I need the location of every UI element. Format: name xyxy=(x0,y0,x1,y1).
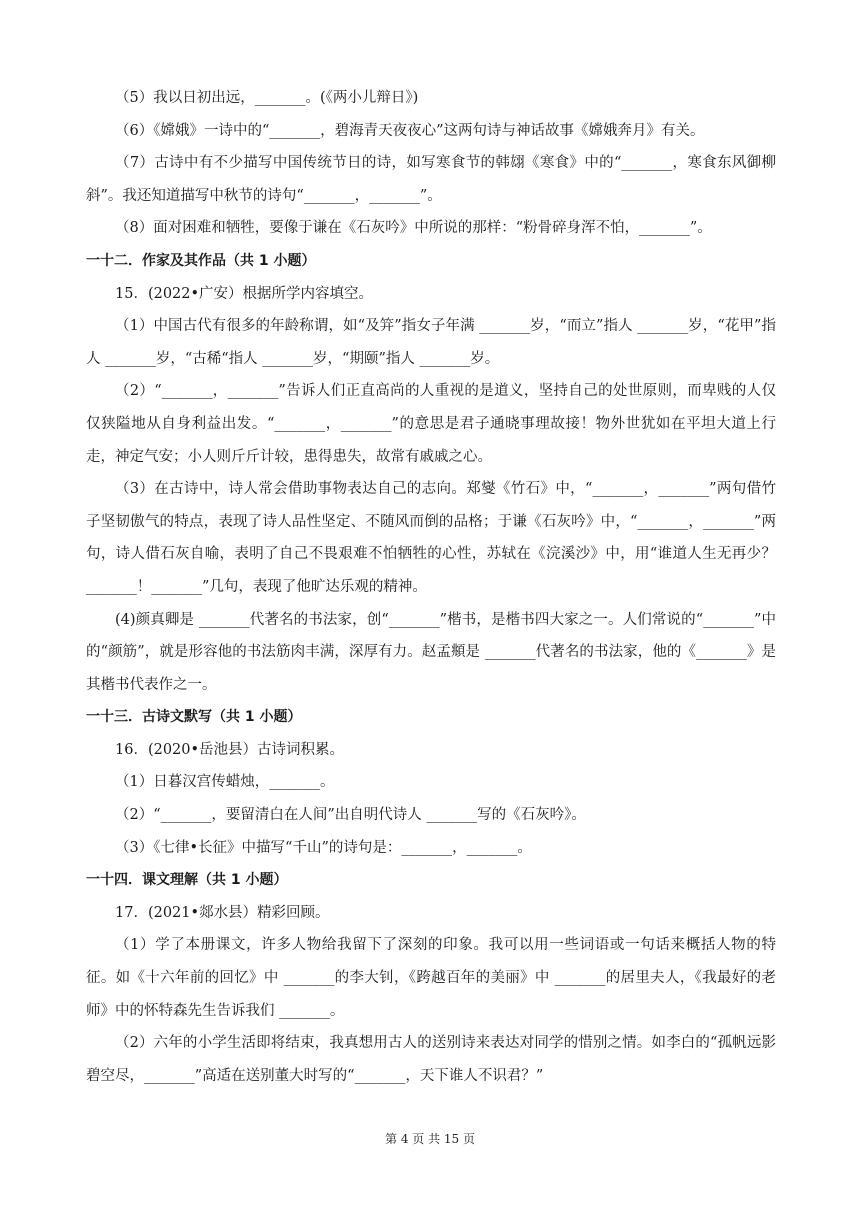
item-6: （6）《嫦娥》一诗中的“_______，碧海青天夜夜心”这两句诗与神话故事《嫦娥奔月》有关。 xyxy=(115,122,705,139)
item-5: （5）我以日初出远，_______。(《两小儿辩日》) xyxy=(115,90,419,106)
q17-part-2: （2）六年的小学生活即将结束，我真想用古人的送别诗来表达对同学的惜别之情。如李白的“孤帆远影碧空尽，_______”高适在送别董大时写的“_______，天下谁人不识君？” xyxy=(86,1035,776,1084)
section-heading-12: 一十二．作家及其作品（共 1 小题） xyxy=(86,252,316,269)
section-heading-13: 一十三．古诗文默写（共 1 小题） xyxy=(86,709,302,726)
section-heading-14: 一十四．课文理解（共 1 小题） xyxy=(86,872,288,889)
q15-part-2: （2）“_______，_______”告诉人们正直高尚的人重视的是道义，坚持自己的处世原则，而卑贱的人仅仅狭隘地从自身利益出发。“_______，_______”的意思是君子通晓事理故接！物外世犹如在平坦大道上行走，神定气安；小人则斤斤计较，患得患失，故常有戚戚之心。 xyxy=(86,383,776,465)
question-16: 16．(2020•岳池县）古诗词积累。 xyxy=(115,741,345,758)
q16-part-1: （1）日暮汉宫传蜡烛，_______。 xyxy=(115,774,335,791)
q16-part-2: （2）“_______，要留清白在人间”出自明代诗人 _______写的《石灰吟》。 xyxy=(115,807,586,824)
item-8: （8）面对困难和牺牲，要像于谦在《石灰吟》中所说的那样：“粉骨碎身浑不怕，_______”。 xyxy=(115,220,712,237)
q15-part-4: (4)颜真卿是 _______代著名的书法家，创“_______”楷书，是楷书四大家之一。人们常说的“_______”中的“颜筋”，就是形容他的书法筋肉丰满，深厚有力。赵孟頫是 _______代著名的书法家，他的《_______》是其楷书代表作之一。 xyxy=(86,611,776,693)
q17-part-1: （1）学了本册课文，许多人物给我留下了深刻的印象。我可以用一些词语或一句话来概括人物的特征。如《十六年前的回忆》中 _______的李大钊，《跨越百年的美丽》中 _______的居里夫人，《我最好的老师》中的怀特森先生告诉我们 _______。 xyxy=(86,937,776,1019)
item-7: （7）古诗中有不少描写中国传统节日的诗，如写寒食节的韩翃《寒食》中的“_______，寒食东风御柳斜”。我还知道描写中秋节的诗句“_______，_______”。 xyxy=(86,155,776,204)
question-15: 15．(2022•广安）根据所学内容填空。 xyxy=(115,285,374,302)
q15-part-1: （1）中国古代有很多的年龄称谓，如“及笄”指女子年满 _______岁，“而立”指人 _______岁，“花甲”指人 _______岁，“古稀“指人 _______岁，“期颐”指人 _______岁。 xyxy=(86,318,776,367)
page-footer: 第 4 页 共 15 页 xyxy=(385,1132,475,1146)
question-17: 17．(2021•郯水县）精彩回顾。 xyxy=(115,904,330,921)
q15-part-3: （3）在古诗中，诗人常会借助事物表达自己的志向。郑燮《竹石》中，“_______，_______”两句借竹子坚韧傲气的特点，表现了诗人品性坚定、不随风而倒的品格；于谦《石灰吟》中，“_______，_______”两句，诗人借石灰自喻，表明了自己不畏艰难不怕牺牲的心性，苏轼在《浣溪沙》中，用“谁道人生无再少？_______！_______”几句，表现了他旷达乐观的精神。 xyxy=(86,481,776,595)
document-body xyxy=(86,82,776,1092)
q16-part-3: （3）《七律•长征》中描写“千山”的诗句是：_______，_______。 xyxy=(115,839,532,856)
